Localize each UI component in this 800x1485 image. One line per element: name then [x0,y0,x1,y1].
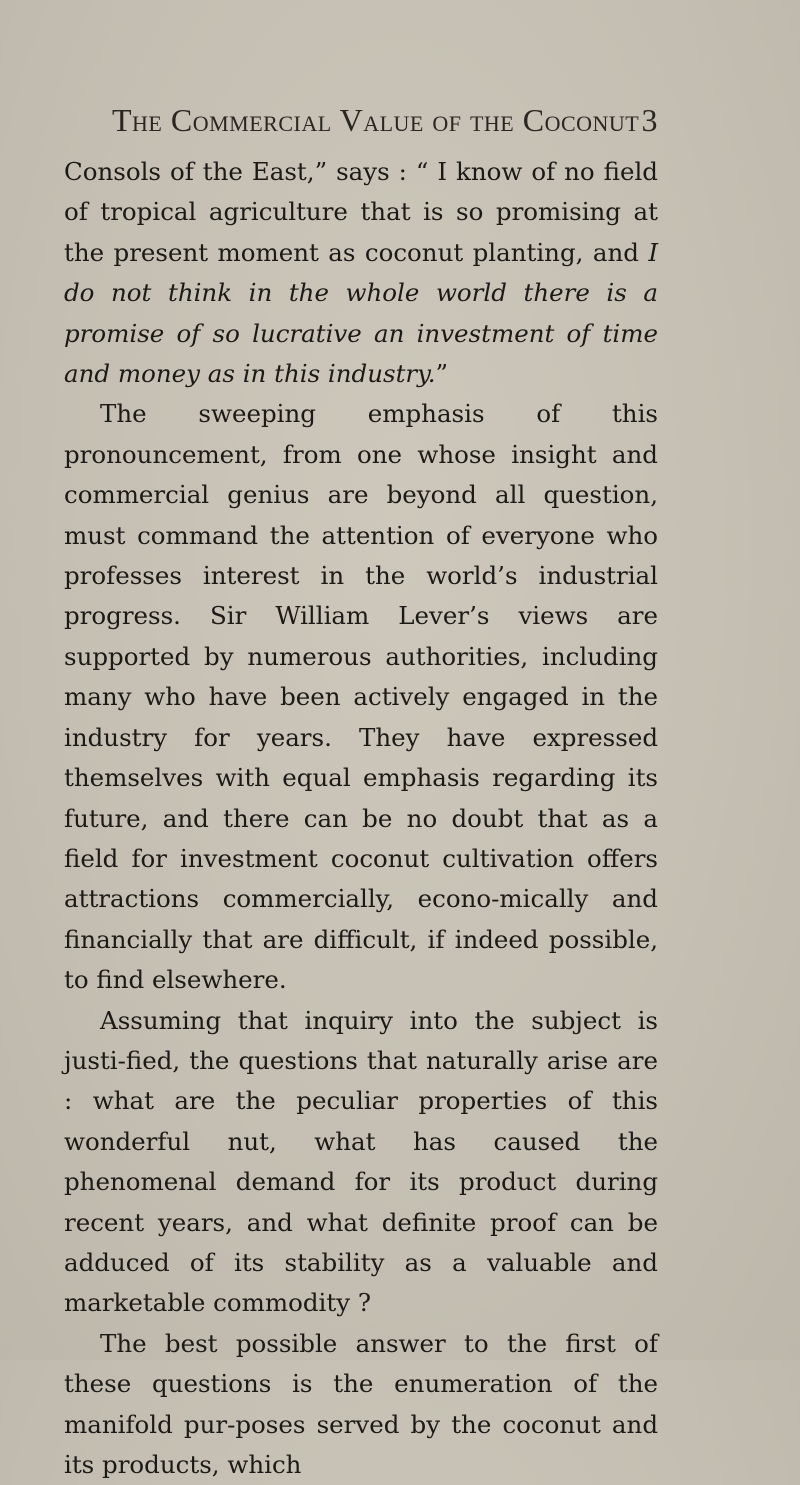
paragraph-1-text: Consols of the East,” says : “ I know of no field of tropical agriculture that is so promising at the present moment as coconut planting, and [64,157,658,267]
paragraph-1-closing-quote: ” [435,359,449,389]
paragraph-4: The best possible answer to the first of these questions is the enumeration of the manifold pur-poses served by the coconut and its products, which [64,1328,658,1479]
running-head [112,102,658,139]
running-title: The Commercial Value of the Coconut [112,102,640,138]
paragraph-3: Assuming that inquiry into the subject is justi-fied, the questions that naturally arise are : what are the peculiar properties of this wonderful nut, what has caused the phenomenal demand for its product during recent years, and what definite proof can be adduced of its stability as a valuable and marketable commodity ? [64,1005,658,1318]
paragraph-1-italic-quote: I do not think in the whole world there is a promise of so lucrative an investment of time and money as in this industry. [64,237,658,389]
body-text [64,152,658,1485]
paragraph-1 [64,152,658,394]
paragraph-2: The sweeping emphasis of this pronouncement, from one whose insight and commercial genius are beyond all question, must command the attention of everyone who professes interest in the world’s industrial progress. Sir William Lever’s views are supported by numerous authorities, including many who have been actively engaged in the industry for years. They have expressed themselves with equal emphasis regarding its future, and there can be no doubt that as a field for investment coconut cultivation offers attractions commercially, econo-mically and financially that are difficult, if indeed possible, to find elsewhere. [64,399,658,995]
page-number: 3 [641,102,658,138]
